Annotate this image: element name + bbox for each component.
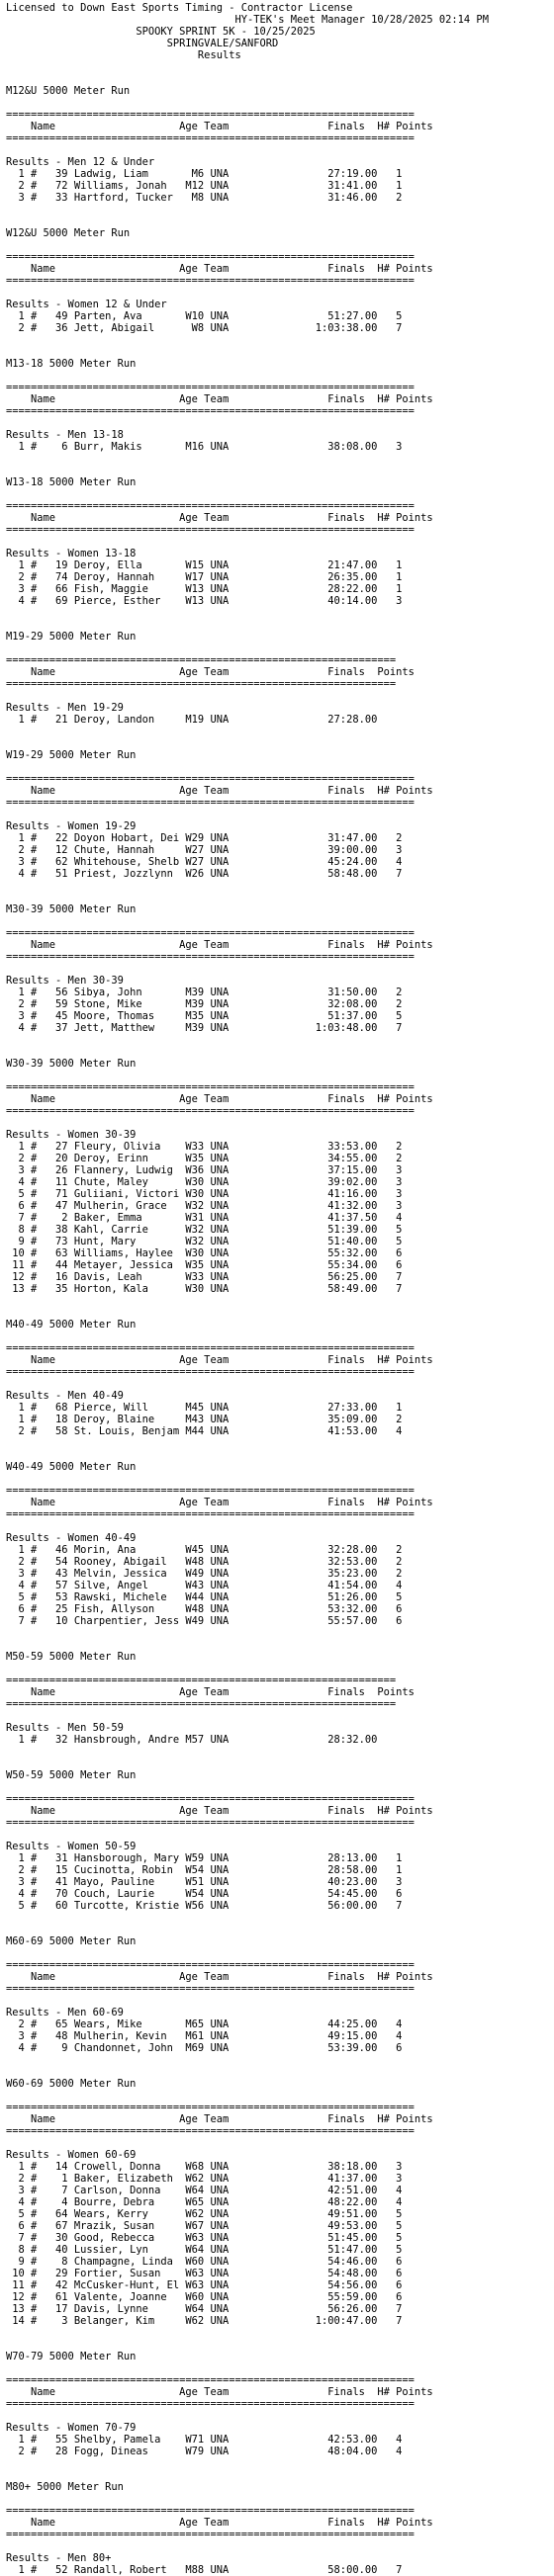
result-row: 7 # 2 Baker, Emma W31 UNA 41:37.50 4 xyxy=(6,1212,403,1224)
result-row: 1 # 18 Deroy, Blaine M43 UNA 35:09.00 2 xyxy=(6,1414,403,1425)
event-title: M12&U 5000 Meter Run xyxy=(6,85,131,97)
result-row: 3 # 66 Fish, Maggie W13 UNA 28:22.00 1 xyxy=(6,583,403,595)
event-title: W50-59 5000 Meter Run xyxy=(6,1769,137,1781)
event-title: M40-49 5000 Meter Run xyxy=(6,1319,137,1331)
result-row: 2 # 36 Jett, Abigail W8 UNA 1:03:38.00 7 xyxy=(6,322,403,334)
result-row: 1 # 27 Fleury, Olivia W33 UNA 33:53.00 2 xyxy=(6,1141,403,1153)
result-row: 2 # 74 Deroy, Hannah W17 UNA 26:35.00 1 xyxy=(6,571,403,583)
result-row: 3 # 48 Mulherin, Kevin M61 UNA 49:15.00 4 xyxy=(6,2030,403,2042)
result-row: 3 # 62 Whitehouse, Shelb W27 UNA 45:24.00 4 xyxy=(6,856,403,868)
results-heading: Results - Women 19-29 xyxy=(6,820,137,832)
result-row: 4 # 70 Couch, Laurie W54 UNA 54:45.00 6 xyxy=(6,1888,403,1900)
result-row: 2 # 58 St. Louis, Benjam M44 UNA 41:53.00 4 xyxy=(6,1425,403,1437)
result-row: 8 # 38 Kahl, Carrie W32 UNA 51:39.00 5 xyxy=(6,1224,403,1236)
event-title: W12&U 5000 Meter Run xyxy=(6,227,131,239)
results-title: Results xyxy=(6,49,241,61)
result-row: 1 # 68 Pierce, Will M45 UNA 27:33.00 1 xyxy=(6,1402,403,1414)
event-title: W60-69 5000 Meter Run xyxy=(6,2078,137,2090)
separator-line: ================================================================== xyxy=(6,275,415,287)
result-row: 1 # 14 Crowell, Donna W68 UNA 38:18.00 3 xyxy=(6,2161,403,2173)
result-row: 4 # 11 Chute, Maley W30 UNA 39:02.00 3 xyxy=(6,1176,403,1188)
separator-line: ================================================================== xyxy=(6,1342,415,1354)
result-row: 1 # 21 Deroy, Landon M19 UNA 27:28.00 xyxy=(6,714,378,726)
column-header: Name Age Team Finals Points xyxy=(6,666,415,678)
result-row: 12 # 16 Davis, Leah W33 UNA 56:25.00 7 xyxy=(6,1271,403,1283)
result-row: 3 # 45 Moore, Thomas M35 UNA 51:37.00 5 xyxy=(6,1010,403,1022)
event-title: M19-29 5000 Meter Run xyxy=(6,631,137,643)
result-row: 1 # 19 Deroy, Ella W15 UNA 21:47.00 1 xyxy=(6,559,403,571)
separator-line: ================================================================== xyxy=(6,1983,415,1995)
result-row: 12 # 61 Valente, Joanne W60 UNA 55:59.00 6 xyxy=(6,2291,403,2303)
separator-line: ================================================================== xyxy=(6,382,415,393)
separator-line: ================================================================== xyxy=(6,1081,415,1093)
event-title: W30-39 5000 Meter Run xyxy=(6,1058,137,1070)
result-row: 4 # 69 Pierce, Esther W13 UNA 40:14.00 3 xyxy=(6,595,403,607)
result-row: 6 # 25 Fish, Allyson W48 UNA 53:32.00 6 xyxy=(6,1603,403,1615)
column-header: Name Age Team Finals Points xyxy=(6,1686,415,1698)
separator-line: ================================================================== xyxy=(6,1817,415,1829)
event-title: W13-18 5000 Meter Run xyxy=(6,476,137,488)
result-row: 11 # 44 Metayer, Jessica W35 UNA 55:34.00 6 xyxy=(6,1259,403,1271)
result-row: 5 # 64 Wears, Kerry W62 UNA 49:51.00 5 xyxy=(6,2208,403,2220)
separator-line: ================================================================== xyxy=(6,405,415,417)
results-heading: Results - Women 70-79 xyxy=(6,2422,137,2434)
column-header: Name Age Team Finals H# Points xyxy=(6,1497,433,1508)
separator-line: ================================================================== xyxy=(6,1508,415,1520)
result-row: 1 # 31 Hansborough, Mary W59 UNA 28:13.00 1 xyxy=(6,1852,403,1864)
result-row: 6 # 47 Mulherin, Grace W32 UNA 41:32.00 3 xyxy=(6,1200,403,1212)
results-heading: Results - Women 60-69 xyxy=(6,2149,137,2161)
event-title: M60-69 5000 Meter Run xyxy=(6,1935,137,1947)
results-heading: Results - Men 13-18 xyxy=(6,429,124,441)
event-title: M50-59 5000 Meter Run xyxy=(6,1651,137,1663)
separator-line: ================================================================== xyxy=(6,2125,415,2137)
result-row: 10 # 63 Williams, Haylee W30 UNA 55:32.00 6 xyxy=(6,1247,403,1259)
column-header: Name Age Team Finals H# Points xyxy=(6,2386,433,2398)
result-row: 2 # 59 Stone, Mike M39 UNA 32:08.00 2 xyxy=(6,998,403,1010)
result-row: 3 # 41 Mayo, Pauline W51 UNA 40:23.00 3 xyxy=(6,1876,403,1888)
column-header: Name Age Team Finals H# Points xyxy=(6,2113,433,2125)
separator-line: ================================================================== xyxy=(6,1485,415,1497)
separator-line: =============================================================== xyxy=(6,1698,397,1710)
result-row: 6 # 67 Mrazik, Susan W67 UNA 49:53.00 5 xyxy=(6,2220,403,2232)
separator-line: ================================================================== xyxy=(6,1105,415,1117)
separator-line: =============================================================== xyxy=(6,1674,397,1686)
result-row: 11 # 42 McCusker-Hunt, El W63 UNA 54:56.00 6 xyxy=(6,2279,403,2291)
result-row: 1 # 22 Doyon Hobart, Dei W29 UNA 31:47.00 2 xyxy=(6,832,403,844)
results-heading: Results - Men 40-49 xyxy=(6,1390,124,1402)
separator-line: ================================================================== xyxy=(6,132,415,144)
column-header: Name Age Team Finals H# Points xyxy=(6,1805,433,1817)
separator-line: ================================================================== xyxy=(6,1793,415,1805)
result-row: 5 # 71 Guliiani, Victori W30 UNA 41:16.00 3 xyxy=(6,1188,403,1200)
event-title: W70-79 5000 Meter Run xyxy=(6,2351,137,2362)
meet-name: SPOOKY SPRINT 5K - 10/25/2025 xyxy=(6,26,316,38)
column-header: Name Age Team Finals H# Points xyxy=(6,1093,433,1105)
column-header: Name Age Team Finals H# Points xyxy=(6,512,433,524)
result-row: 9 # 73 Hunt, Mary W32 UNA 51:40.00 5 xyxy=(6,1236,403,1247)
result-row: 3 # 43 Melvin, Jessica W49 UNA 35:23.00 2 xyxy=(6,1568,403,1580)
result-row: 2 # 28 Fogg, Dineas W79 UNA 48:04.00 4 xyxy=(6,2446,403,2457)
result-row: 1 # 55 Shelby, Pamela W71 UNA 42:53.00 4 xyxy=(6,2434,403,2446)
results-heading: Results - Men 19-29 xyxy=(6,702,124,714)
result-row: 2 # 1 Baker, Elizabeth W62 UNA 41:37.00 3 xyxy=(6,2173,403,2185)
license-line: Licensed to Down East Sports Timing - Contractor License xyxy=(6,2,353,14)
result-row: 2 # 15 Cucinotta, Robin W54 UNA 28:58.00 1 xyxy=(6,1864,403,1876)
separator-line: ================================================================== xyxy=(6,2398,415,2410)
column-header: Name Age Team Finals H# Points xyxy=(6,1354,433,1366)
result-row: 2 # 20 Deroy, Erinn W35 UNA 34:55.00 2 xyxy=(6,1153,403,1164)
separator-line: ================================================================== xyxy=(6,500,415,512)
result-row: 4 # 37 Jett, Matthew M39 UNA 1:03:48.00 7 xyxy=(6,1022,403,1034)
results-heading: Results - Men 80+ xyxy=(6,2552,112,2564)
result-row: 9 # 8 Champagne, Linda W60 UNA 54:46.00 6 xyxy=(6,2256,403,2268)
result-row: 1 # 56 Sibya, John M39 UNA 31:50.00 2 xyxy=(6,987,403,998)
separator-line: =============================================================== xyxy=(6,654,397,666)
separator-line: ================================================================== xyxy=(6,1959,415,1971)
result-row: 7 # 30 Good, Rebecca W63 UNA 51:45.00 5 xyxy=(6,2232,403,2244)
result-row: 13 # 35 Horton, Kala W30 UNA 58:49.00 7 xyxy=(6,1283,403,1295)
result-row: 4 # 57 Silve, Angel W43 UNA 41:54.00 4 xyxy=(6,1580,403,1591)
results-heading: Results - Women 13-18 xyxy=(6,548,137,559)
results-heading: Results - Men 12 & Under xyxy=(6,156,155,168)
separator-line: ================================================================== xyxy=(6,2102,415,2113)
result-row: 2 # 12 Chute, Hannah W27 UNA 39:00.00 3 xyxy=(6,844,403,856)
result-row: 1 # 52 Randall, Robert M88 UNA 58:00.00 7 xyxy=(6,2564,403,2576)
result-row: 13 # 17 Davis, Lynne W64 UNA 56:26.00 7 xyxy=(6,2303,403,2315)
separator-line: ================================================================== xyxy=(6,773,415,785)
result-row: 10 # 29 Fortier, Susan W63 UNA 54:48.00 6 xyxy=(6,2268,403,2279)
result-row: 8 # 40 Lussier, Lyn W64 UNA 51:47.00 5 xyxy=(6,2244,403,2256)
separator-line: ================================================================== xyxy=(6,2505,415,2517)
result-row: 2 # 65 Wears, Mike M65 UNA 44:25.00 4 xyxy=(6,2018,403,2030)
event-title: M80+ 5000 Meter Run xyxy=(6,2481,124,2493)
result-row: 4 # 9 Chandonnet, John M69 UNA 53:39.00 6 xyxy=(6,2042,403,2054)
separator-line: ================================================================== xyxy=(6,1366,415,1378)
column-header: Name Age Team Finals H# Points xyxy=(6,121,433,132)
result-row: 2 # 72 Williams, Jonah M12 UNA 31:41.00 1 xyxy=(6,180,403,192)
result-row: 2 # 54 Rooney, Abigail W48 UNA 32:53.00 2 xyxy=(6,1556,403,1568)
results-heading: Results - Men 30-39 xyxy=(6,975,124,987)
results-heading: Results - Women 50-59 xyxy=(6,1841,137,1852)
separator-line: ================================================================== xyxy=(6,2529,415,2540)
result-row: 1 # 6 Burr, Makis M16 UNA 38:08.00 3 xyxy=(6,441,403,453)
result-row: 3 # 26 Flannery, Ludwig W36 UNA 37:15.00 3 xyxy=(6,1164,403,1176)
result-row: 3 # 33 Hartford, Tucker M8 UNA 31:46.00 2 xyxy=(6,192,403,204)
results-heading: Results - Women 12 & Under xyxy=(6,299,167,310)
result-row: 7 # 10 Charpentier, Jess W49 UNA 55:57.00 6 xyxy=(6,1615,403,1627)
separator-line: ================================================================== xyxy=(6,251,415,263)
result-row: 4 # 4 Bourre, Debra W65 UNA 48:22.00 4 xyxy=(6,2196,403,2208)
result-row: 5 # 53 Rawski, Michele W44 UNA 51:26.00 5 xyxy=(6,1591,403,1603)
column-header: Name Age Team Finals H# Points xyxy=(6,1971,433,1983)
result-row: 1 # 32 Hansbrough, Andre M57 UNA 28:32.00 xyxy=(6,1734,378,1746)
event-title: M30-39 5000 Meter Run xyxy=(6,903,137,915)
result-row: 1 # 39 Ladwig, Liam M6 UNA 27:19.00 1 xyxy=(6,168,403,180)
separator-line: ================================================================== xyxy=(6,927,415,939)
results-heading: Results - Women 40-49 xyxy=(6,1532,137,1544)
separator-line: ================================================================== xyxy=(6,109,415,121)
software-line: HY-TEK's Meet Manager 10/28/2025 02:14 PM xyxy=(6,14,489,26)
event-title: M13-18 5000 Meter Run xyxy=(6,358,137,370)
column-header: Name Age Team Finals H# Points xyxy=(6,263,433,275)
result-row: 3 # 7 Carlson, Donna W64 UNA 42:51.00 4 xyxy=(6,2185,403,2196)
meet-location: SPRINGVALE/SANFORD xyxy=(6,38,279,49)
results-heading: Results - Men 60-69 xyxy=(6,2007,124,2018)
column-header: Name Age Team Finals H# Points xyxy=(6,393,433,405)
result-row: 1 # 49 Parten, Ava W10 UNA 51:27.00 5 xyxy=(6,310,403,322)
event-title: W40-49 5000 Meter Run xyxy=(6,1461,137,1473)
separator-line: ================================================================== xyxy=(6,951,415,963)
results-heading: Results - Women 30-39 xyxy=(6,1129,137,1141)
event-title: W19-29 5000 Meter Run xyxy=(6,749,137,761)
separator-line: ================================================================== xyxy=(6,2374,415,2386)
column-header: Name Age Team Finals H# Points xyxy=(6,939,433,951)
results-heading: Results - Men 50-59 xyxy=(6,1722,124,1734)
result-row: 5 # 60 Turcotte, Kristie W56 UNA 56:00.00 7 xyxy=(6,1900,403,1912)
column-header: Name Age Team Finals H# Points xyxy=(6,785,433,797)
result-row: 4 # 51 Priest, Jozzlynn W26 UNA 58:48.00 7 xyxy=(6,868,403,880)
separator-line: ================================================================== xyxy=(6,797,415,809)
column-header: Name Age Team Finals H# Points xyxy=(6,2517,433,2529)
separator-line: =============================================================== xyxy=(6,678,397,690)
result-row: 14 # 3 Belanger, Kim W62 UNA 1:00:47.00 7 xyxy=(6,2315,403,2327)
result-row: 1 # 46 Morin, Ana W45 UNA 32:28.00 2 xyxy=(6,1544,403,1556)
separator-line: ================================================================== xyxy=(6,524,415,536)
